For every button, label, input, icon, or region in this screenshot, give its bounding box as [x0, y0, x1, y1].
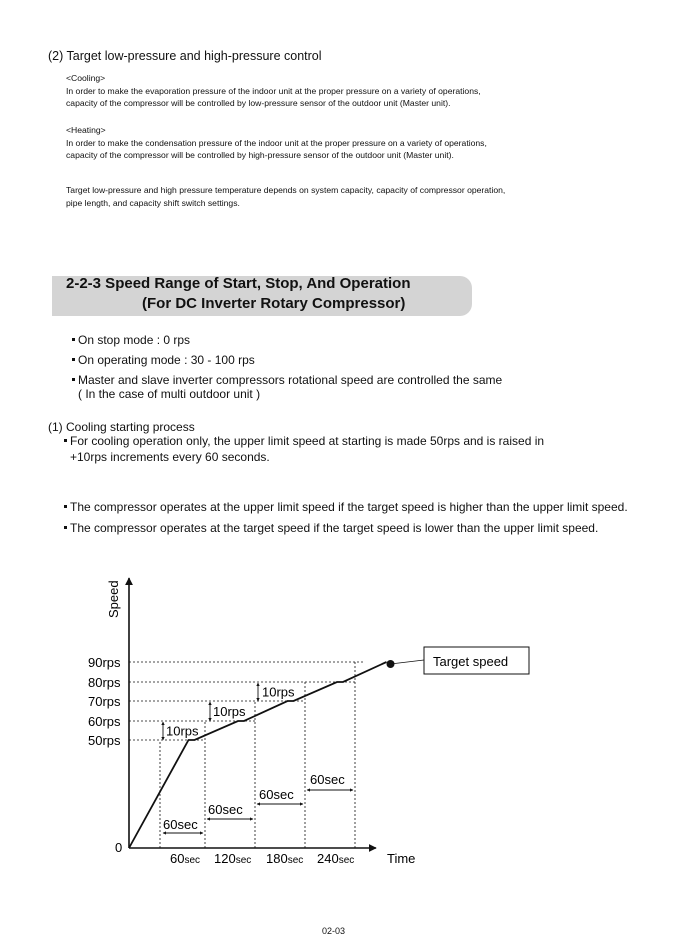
y-axis-label: Speed [106, 580, 121, 618]
banner-title-line1: 2-2-3 Speed Range of Start, Stop, And Operation [66, 275, 411, 292]
heating-tag: <Heating> [66, 125, 106, 135]
y-tick-label: 50rps [88, 733, 121, 748]
x-tick-unit: sec [184, 855, 201, 866]
note-text-1: Target low-pressure and high pressure temperature depends on system capacity, capacity of compressor operation, [66, 185, 506, 195]
stop-mode-text: On stop mode : 0 rps [78, 333, 191, 347]
target-speed-leader [391, 660, 425, 664]
x-tick-unit: sec [287, 855, 304, 866]
cooling-start-heading: (1) Cooling starting process [48, 420, 195, 434]
x-tick-label: 240sec [317, 851, 355, 866]
interval-label: 60sec [310, 772, 345, 787]
note-text-2: pipe length, and capacity shift switch settings. [66, 198, 240, 208]
origin-label: 0 [115, 840, 123, 855]
heating-text-1: In order to make the condensation pressure of the indoor unit at the proper pressure on a variety of operations, [66, 138, 487, 148]
page-number: 02-03 [322, 926, 346, 936]
master-slave-text: Master and slave inverter compressors rotational speed are controlled the same [78, 373, 503, 387]
interval-label: 60sec [208, 802, 243, 817]
x-tick-label: 60sec [170, 851, 201, 866]
interval-label: 60sec [259, 787, 294, 802]
step-label: 10rps [213, 704, 246, 719]
section-heading: (2) Target low-pressure and high-pressure control [48, 49, 322, 63]
x-tick-label: 120sec [214, 851, 252, 866]
upper-limit-rule: The compressor operates at the upper limit speed if the target speed is higher than the upper limit speed. [70, 500, 628, 514]
y-tick-label: 70rps [88, 694, 121, 709]
y-tick-label: 80rps [88, 675, 121, 690]
multi-outdoor-text: ( In the case of multi outdoor unit ) [78, 387, 261, 401]
target-speed-rule: The compressor operates at the target speed if the target speed is lower than the upper limit speed. [70, 521, 599, 535]
target-speed-label: Target speed [433, 654, 509, 669]
step-label: 10rps [166, 723, 199, 739]
cooling-text-2: capacity of the compressor will be controlled by low-pressure sensor of the outdoor unit (Master unit). [66, 98, 451, 108]
heating-text-2: capacity of the compressor will be controlled by high-pressure sensor of the outdoor unit (Master unit). [66, 150, 454, 160]
x-tick-unit: sec [338, 855, 355, 866]
interval-label: 60sec [163, 817, 198, 832]
cooling-text-1: In order to make the evaporation pressure of the indoor unit at the proper pressure on a variety of operations, [66, 86, 481, 96]
cooling-tag: <Cooling> [66, 73, 106, 83]
x-tick-unit: sec [235, 855, 252, 866]
operating-mode-text: On operating mode : 30 - 100 rps [78, 353, 255, 367]
y-tick-label: 90rps [88, 655, 121, 670]
y-tick-label: 60rps [88, 714, 121, 729]
cooling-start-text-1: For cooling operation only, the upper limit speed at starting is made 50rps and is raised in [70, 434, 545, 448]
step-label: 10rps [262, 684, 295, 700]
banner-title-line2: (For DC Inverter Rotary Compressor) [142, 295, 406, 312]
x-axis-label: Time [387, 851, 416, 866]
cooling-start-text-2: +10rps increments every 60 seconds. [70, 450, 270, 464]
x-tick-label: 180sec [266, 851, 304, 866]
